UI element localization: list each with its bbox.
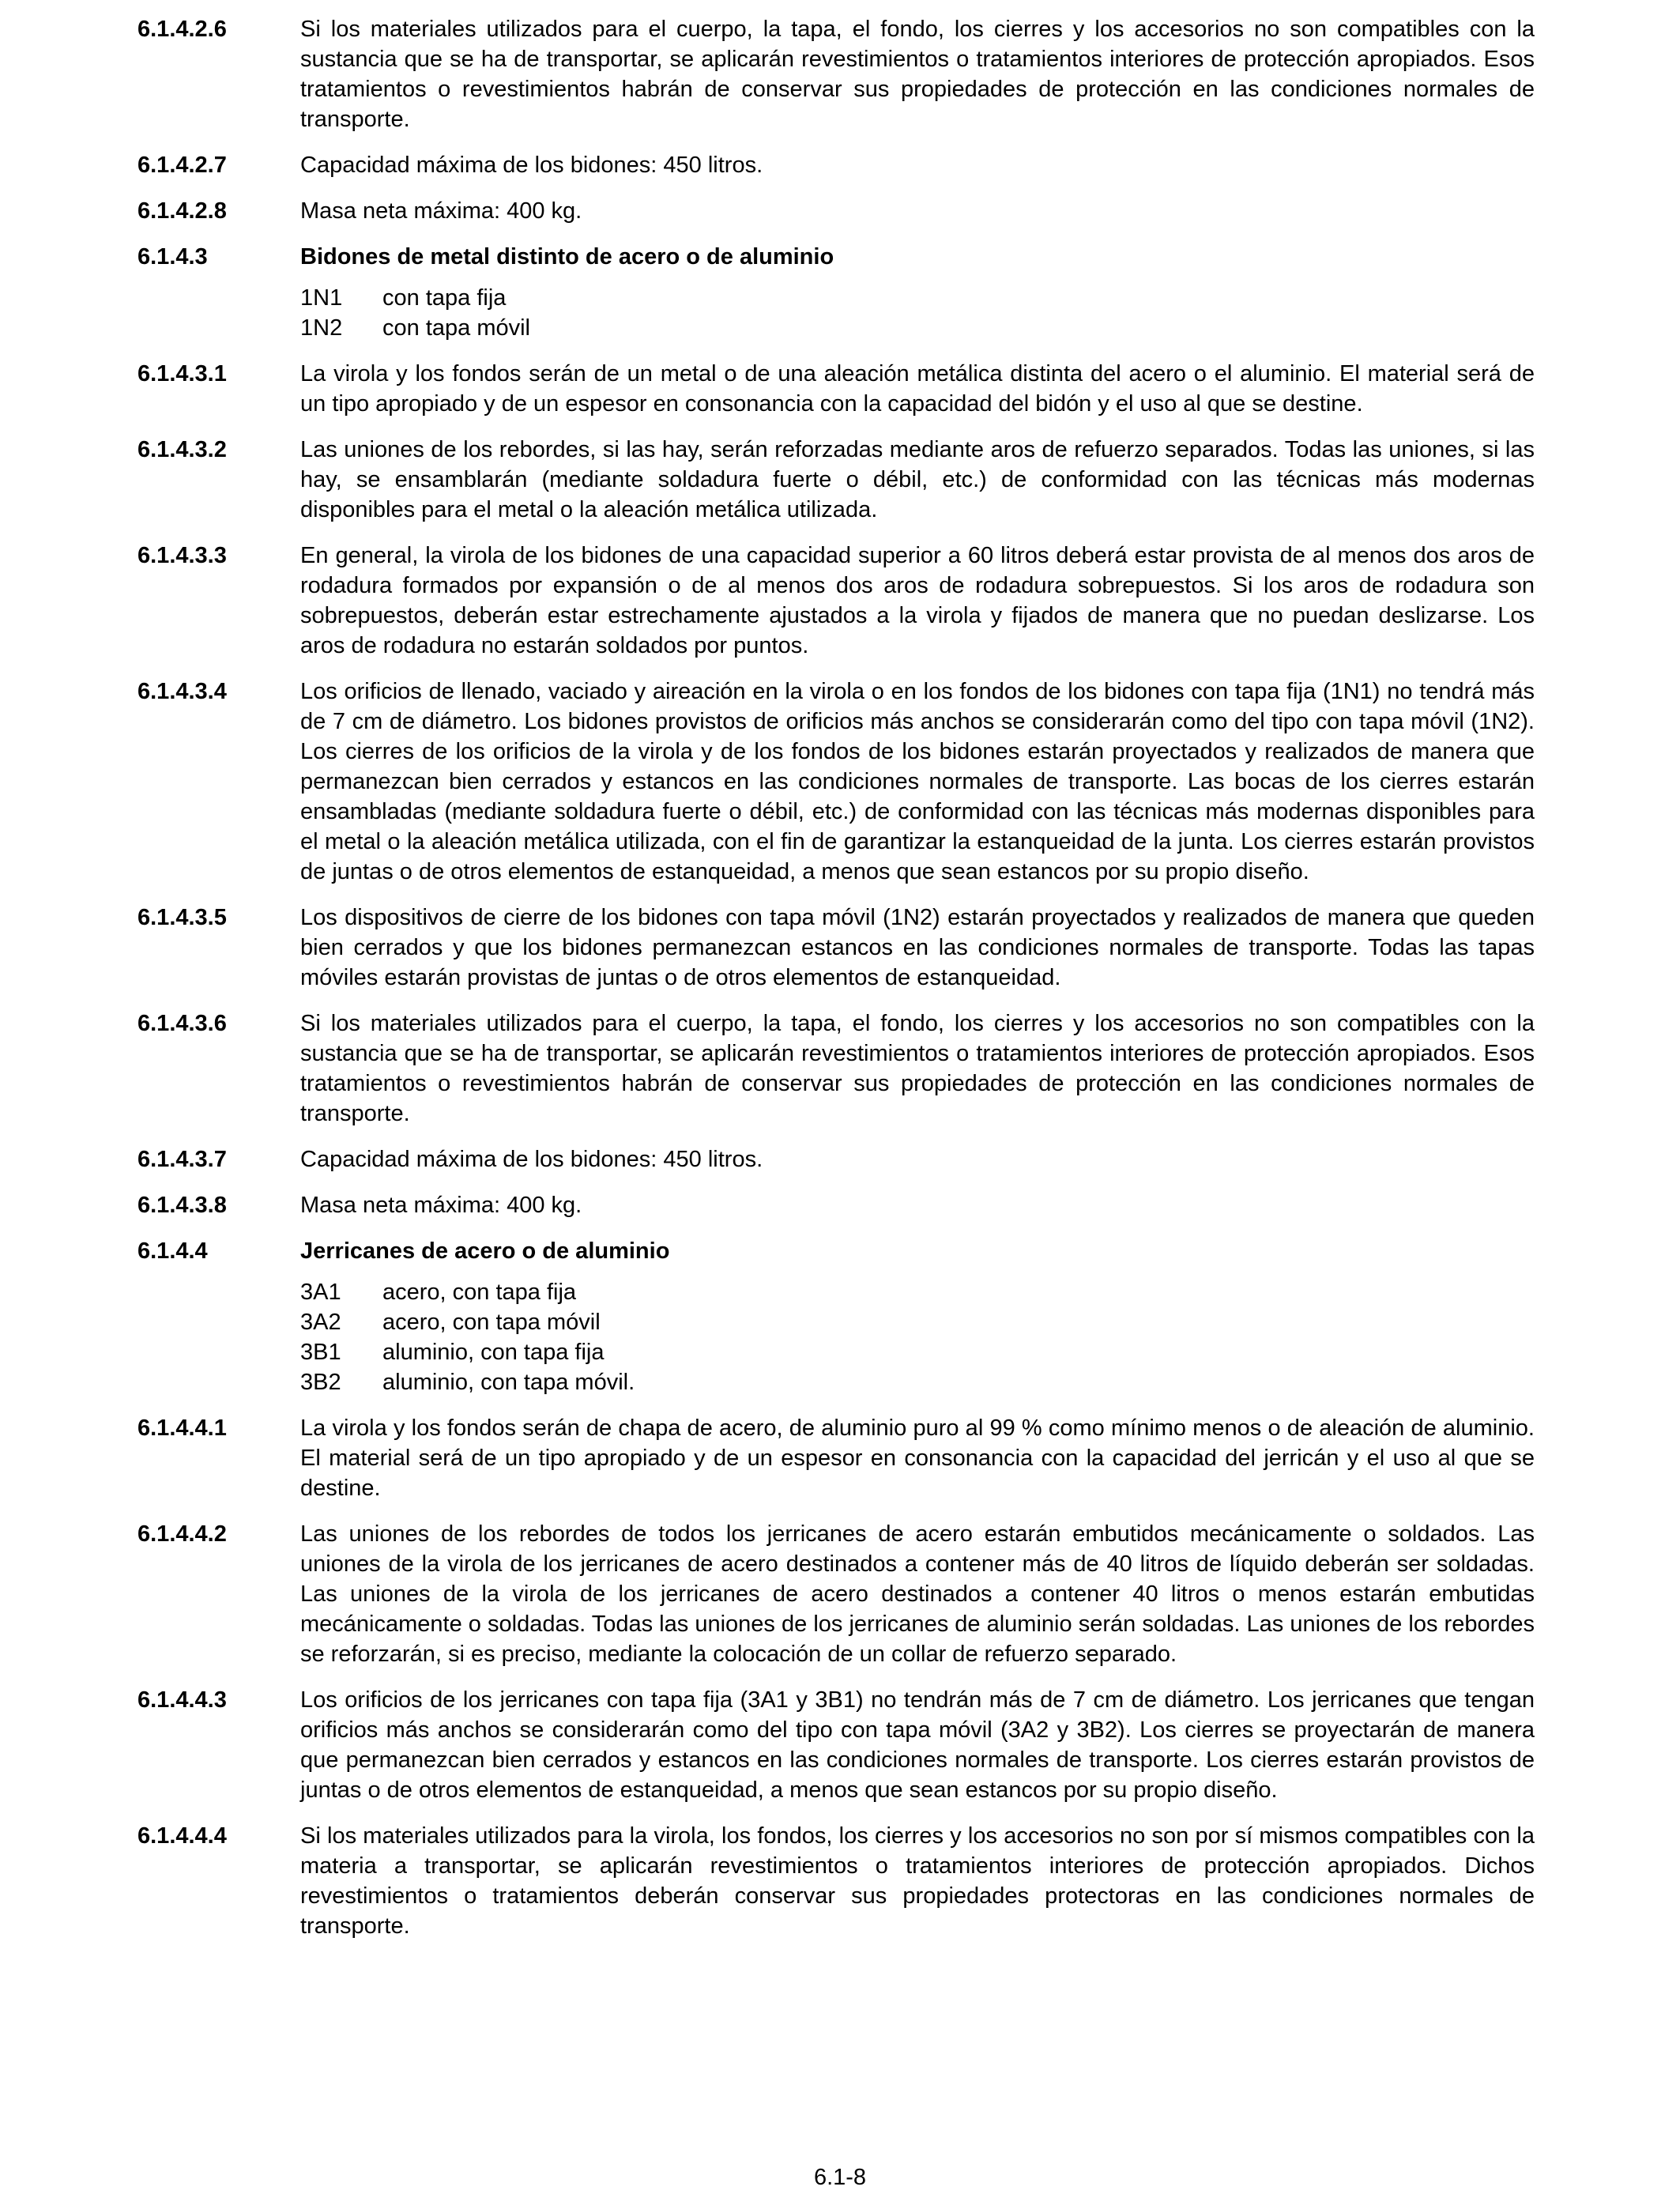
- section-heading: [137, 242, 1535, 272]
- paragraph-text: Masa neta máxima: 400 kg.: [300, 1193, 582, 1218]
- paragraph-text: Las uniones de los rebordes de todos los jerricanes de acero estarán embutidos mecánicamente o soldados. Las uniones de la virola de los jerricanes de acero destinados a contener más de 40 litros de líquido deberán ser soldadas. Las uniones de la virola de los jerricanes de acero destinados a contener 40 litros o menos estarán embutidas mecánicamente o soldadas. Todas las uniones de los jerricanes de aluminio serán soldadas. Las uniones de los rebordes se reforzarán, si es preciso, mediante la colocación de un collar de refuerzo separado.: [300, 1521, 1535, 1667]
- paragraph-text: Si los materiales utilizados para el cuerpo, la tapa, el fondo, los cierres y los accesorios no son compatibles con la sustancia que se ha de transportar, se aplicarán revestimientos o tratamientos interiores de protección apropiados. Esos tratamientos o revestimientos habrán de conservar sus propiedades de protección en las condiciones normales de transporte.: [300, 1011, 1535, 1126]
- document-body: [137, 14, 1535, 1957]
- paragraph: [137, 1821, 1535, 1941]
- section-number: 6.1.4.3: [137, 244, 208, 270]
- type-code: 1N1: [300, 285, 343, 311]
- section-number: 6.1.4.3.8: [137, 1193, 227, 1218]
- paragraph: [137, 1519, 1535, 1669]
- paragraph-text: Capacidad máxima de los bidones: 450 litros.: [300, 153, 763, 178]
- section-number: 6.1.4.3.2: [137, 437, 227, 462]
- section-number: 6.1.4.4.3: [137, 1687, 227, 1713]
- paragraph-text: Las uniones de los rebordes, si las hay, serán reforzadas mediante aros de refuerzo separados. Todas las uniones, si las hay, se ensamblarán (mediante soldadura fuerte o débil, etc.) de conformidad con las técnicas más modernas disponibles para el metal o la aleación metálica utilizada.: [300, 437, 1535, 522]
- type-code-description: acero, con tapa fija: [382, 1280, 577, 1305]
- section-number: 6.1.4.3.5: [137, 905, 227, 930]
- section-number: 6.1.4.4.2: [137, 1521, 227, 1547]
- paragraph: [137, 196, 1535, 226]
- section-number: 6.1.4.4.1: [137, 1416, 227, 1441]
- paragraph-text: La virola y los fondos serán de un metal o de una aleación metálica distinta del acero o el aluminio. El material será de un tipo apropiado y de un espesor en consonancia con la capacidad del bidón y el uso al que se destine.: [300, 361, 1535, 417]
- type-code-description: aluminio, con tapa fija: [382, 1340, 605, 1365]
- paragraph: [137, 1685, 1535, 1805]
- paragraph-text: Los orificios de los jerricanes con tapa fija (3A1 y 3B1) no tendrán más de 7 cm de diámetro. Los jerricanes que tengan orificios más anchos se considerarán como del tipo con tapa móvil (3A2 y 3B2). Los cierres se proyectarán de manera que permanezcan bien cerrados y estancos en las condiciones normales de transporte. Los cierres estarán provistos de juntas o de otros elementos de estanqueidad, a menos que sean estancos por su propio diseño.: [300, 1687, 1535, 1803]
- type-code-item: [300, 1337, 1535, 1367]
- paragraph: [137, 541, 1535, 661]
- paragraph: [137, 1144, 1535, 1174]
- paragraph-text: Capacidad máxima de los bidones: 450 litros.: [300, 1147, 763, 1172]
- section-number: 6.1.4.3.7: [137, 1147, 227, 1172]
- paragraph: [137, 150, 1535, 180]
- paragraph: [137, 1190, 1535, 1220]
- paragraph: [137, 1413, 1535, 1503]
- type-code-item: [300, 283, 1535, 313]
- section-number: 6.1.4.3.3: [137, 543, 227, 568]
- page-number: 6.1-8: [813, 2165, 867, 2190]
- type-code-description: aluminio, con tapa móvil.: [382, 1370, 635, 1395]
- section-number: 6.1.4.4.4: [137, 1823, 227, 1849]
- type-code: 3A1: [300, 1280, 341, 1305]
- paragraph-text: Los dispositivos de cierre de los bidones con tapa móvil (1N2) estarán proyectados y realizados de manera que queden bien cerrados y que los bidones permanezcan estancos en las condiciones normales de transporte. Todas las tapas móviles estarán provistas de juntas o de otros elementos de estanqueidad.: [300, 905, 1535, 990]
- type-code-description: con tapa fija: [382, 285, 507, 311]
- type-code-item: [300, 1367, 1535, 1397]
- paragraph-text: Masa neta máxima: 400 kg.: [300, 198, 582, 224]
- section-number: 6.1.4.3.1: [137, 361, 227, 386]
- paragraph-text: La virola y los fondos serán de chapa de acero, de aluminio puro al 99 % como mínimo menos o de aleación de aluminio. El material será de un tipo apropiado y de un espesor en consonancia con la capacidad del jerricán y el uso al que se destine.: [300, 1416, 1535, 1501]
- section-number: 6.1.4.2.8: [137, 198, 227, 224]
- paragraph: [137, 903, 1535, 993]
- type-code-item: [300, 1307, 1535, 1337]
- type-code: 3B1: [300, 1340, 341, 1365]
- type-code-item: [300, 313, 1535, 343]
- section-title: Jerricanes de acero o de aluminio: [300, 1238, 670, 1264]
- type-code-description: acero, con tapa móvil: [382, 1310, 601, 1335]
- section-number: 6.1.4.3.4: [137, 679, 227, 704]
- type-code-description: con tapa móvil: [382, 315, 530, 341]
- type-code-list: [300, 283, 1535, 343]
- paragraph-text: En general, la virola de los bidones de una capacidad superior a 60 litros deberá estar provista de al menos dos aros de rodadura formados por expansión o de al menos dos aros de rodadura sobrepuestos. Si los aros de rodadura son sobrepuestos, deberán estar estrechamente ajustados a la virola y fijados de manera que no puedan deslizarse. Los aros de rodadura no estarán soldados por puntos.: [300, 543, 1535, 658]
- paragraph: [137, 435, 1535, 525]
- type-code: 3B2: [300, 1370, 341, 1395]
- section-number: 6.1.4.3.6: [137, 1011, 227, 1036]
- section-title: Bidones de metal distinto de acero o de aluminio: [300, 244, 834, 270]
- type-code-list: [300, 1277, 1535, 1397]
- paragraph-text: Los orificios de llenado, vaciado y aireación en la virola o en los fondos de los bidones con tapa fija (1N1) no tendrá más de 7 cm de diámetro. Los bidones provistos de orificios más anchos se considerarán como del tipo con tapa móvil (1N2). Los cierres de los orificios de la virola y de los fondos de los bidones estarán proyectados y realizados de manera que permanezcan bien cerrados y estancos en las condiciones normales de transporte. Las bocas de los cierres estarán ensambladas (mediante soldadura fuerte o débil, etc.) de conformidad con las técnicas más modernas disponibles para el metal o la aleación metálica utilizada, con el fin de garantizar la estanqueidad de la junta. Los cierres estarán provistos de juntas o de otros elementos de estanqueidad, a menos que sean estancos por su propio diseño.: [300, 679, 1535, 884]
- type-code: 3A2: [300, 1310, 341, 1335]
- section-heading: [137, 1236, 1535, 1266]
- paragraph-text: Si los materiales utilizados para la virola, los fondos, los cierres y los accesorios no son por sí mismos compatibles con la materia a transportar, se aplicarán revestimientos o tratamientos interiores de protección apropiados. Dichos revestimientos o tratamientos deberán conservar sus propiedades protectoras en las condiciones normales de transporte.: [300, 1823, 1535, 1939]
- paragraph: [137, 677, 1535, 887]
- section-number: 6.1.4.2.7: [137, 153, 227, 178]
- paragraph: [137, 14, 1535, 134]
- type-code-item: [300, 1277, 1535, 1307]
- section-number: 6.1.4.2.6: [137, 17, 227, 42]
- paragraph: [137, 1008, 1535, 1129]
- paragraph-text: Si los materiales utilizados para el cuerpo, la tapa, el fondo, los cierres y los accesorios no son compatibles con la sustancia que se ha de transportar, se aplicarán revestimientos o tratamientos interiores de protección apropiados. Esos tratamientos o revestimientos habrán de conservar sus propiedades de protección en las condiciones normales de transporte.: [300, 17, 1535, 132]
- paragraph: [137, 359, 1535, 419]
- type-code: 1N2: [300, 315, 343, 341]
- section-number: 6.1.4.4: [137, 1238, 208, 1264]
